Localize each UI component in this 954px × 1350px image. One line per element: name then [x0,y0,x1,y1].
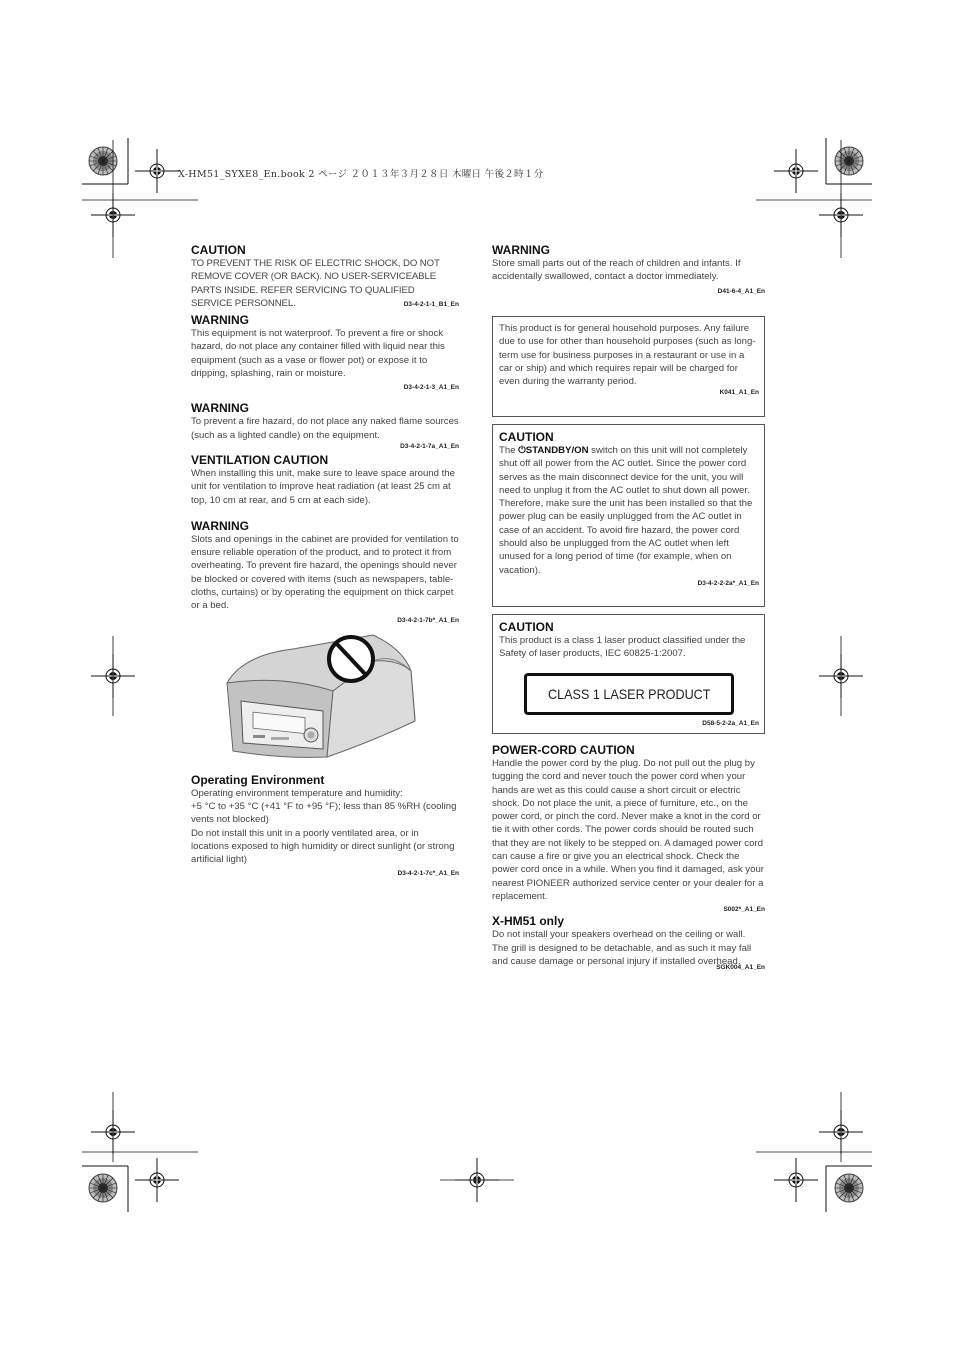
ventilation-caution [191,453,459,507]
left-column [191,243,459,878]
section-heading: VENTILATION CAUTION [191,452,329,467]
section-text-line3: Do not install this unit in a poorly ventilated area, or in locations exposed to high humidity or direct sunlight (or strong artificial light) [191,827,455,866]
caution-laser-box [492,614,765,734]
section-heading: X-HM51 only [492,914,565,929]
reference-code: K041_A1_En [719,389,759,397]
section-text: This equipment is not waterproof. To prevent a fire or shock hazard, do not place any container filled with liquid near this equipment (such as a vase or flower pot) or expose it to dripping, splashing, rain or moisture. [191,328,445,380]
caution-standby-box [492,424,765,607]
operating-environment [191,773,459,879]
xhm51-only [492,914,765,972]
section-heading: CAUTION [191,243,246,257]
power-cord-caution [492,743,765,914]
section-heading: CAUTION [499,430,554,444]
reference-code: D58-5-2-2a_A1_En [702,719,759,727]
power-icon: ⏻ [518,445,526,456]
section-text: Slots and openings in the cabinet are provided for ventilation to ensure reliable operation of the product, and to protect it from overheating. To prevent fire hazard, the openings should never be blocked or covered with items (such as newspapers, table-cloths, curtains) or by operating the equipment on thick carpet or a bed. [191,533,459,612]
text-post: switch on this unit will not completely shut off all power from the AC outlet. Since the power cord serves as the main disconnect device for the unit, you will need to unplug it from the AC outlet to shut down all power. Therefore, make sure the unit has been installed so that the power plug can be easily unplugged from the AC outlet in case of an accident. To avoid fire hazard, the power cord should also be unplugged from the AC outlet when left unused for a long period of time (for example, when on vacation). [499,445,753,576]
right-column-top [492,243,765,296]
section-text: Store small parts out of the reach of children and infants. If accidentally swallowed, contact a doctor immediately. [492,258,741,283]
warning-naked-flame [191,401,459,451]
laser-label-text: CLASS 1 LASER PRODUCT [547,685,711,702]
warning-waterproof [191,313,459,392]
household-purpose-box [492,316,765,417]
covered-unit-illustration [223,631,419,761]
caution-electric-shock [191,243,459,309]
warning-openings [191,519,459,625]
section-text-line2: +5 °C to +35 °C (+41 °F to +95 °F); less than 85 %RH (cooling vents not blocked) [191,800,457,826]
section-heading: CAUTION [499,620,554,634]
section-text [499,444,759,577]
reference-code: D3-4-2-1-1_B1_En [403,301,459,309]
section-text: When installing this unit, make sure to leave space around the unit for ventilation to improve heat radiation (at least 25 cm at top, 10 cm at rear, and 5 cm at each side). [191,467,455,506]
reference-code: S002*_A1_En [723,906,765,914]
standby-switch-label [518,445,588,456]
section-heading: Operating Environment [191,772,325,787]
section-heading: WARNING [492,243,550,257]
reference-code: D41-6-4_A1_En [717,287,765,295]
laser-product-label [524,673,734,715]
reference-code: SGK004_A1_En [716,964,765,972]
section-heading: WARNING [191,401,249,416]
section-text-line1: Operating environment temperature and humidity: [191,787,403,799]
section-text: This product is a class 1 laser product classified under the Safety of laser products, IEC 60825-1:2007. [499,635,746,660]
section-text: This product is for general household purposes. Any failure due to use for other than household purposes (such as long-term use for business purposes in a restaurant or use in a car or ship) and which requires repair will be charged for even during the warranty period. [499,323,756,388]
section-text: To prevent a fire hazard, do not place any naked flame sources (such as a lighted candle) on the equipment. [191,416,459,441]
section-heading: POWER-CORD CAUTION [492,743,635,757]
reference-code: D3-4-2-2-2a*_A1_En [697,579,759,587]
reference-code: D3-4-2-1-3_A1_En [403,384,459,392]
switch-name: STANDBY/ON [525,445,589,456]
reference-code: D3-4-2-1-7b*_A1_En [397,616,459,624]
reference-code: D3-4-2-1-7c*_A1_En [397,870,459,878]
section-heading: WARNING [191,518,249,533]
section-text: TO PREVENT THE RISK OF ELECTRIC SHOCK, DO NOT REMOVE COVER (OR BACK). NO USER-SERVICEABLE PARTS INSIDE. REFER SERVICING TO QUALIFIED SERVICE PERSONNEL. [191,258,440,309]
section-text: Handle the power cord by the plug. Do not pull out the plug by tugging the cord and never touch the power cord when your hands are wet as this could cause a short circuit or electric shock. Do not place the unit, a piece of furniture, etc., on the power cord, or pinch the cord. Never make a knot in the cord or tie it with other cords. The power cords should be routed such that they are not likely to be stepped on. A damaged power cord can cause a fire or give you an electrical shock. Check the power cord once in a while. When you find it damaged, ask your nearest PIONEER authorized service center or your dealer for a replacement. [492,758,764,902]
right-column-bottom [492,743,765,972]
book-header: X-HM51_SYXE8_En.book 2 ページ ２０１３年３月２８日 木曜日 午後２時１分 [178,169,544,180]
warning-small-parts [492,243,765,296]
section-text: Do not install your speakers overhead on the ceiling or wall. The grill is designed to be detachable, and as such it may fall and cause damage or personal injury if installed overhead. [492,929,752,967]
reference-code: D3-4-2-1-7a_A1_En [400,442,459,450]
section-heading: WARNING [191,313,249,328]
text-pre: The [499,445,519,456]
